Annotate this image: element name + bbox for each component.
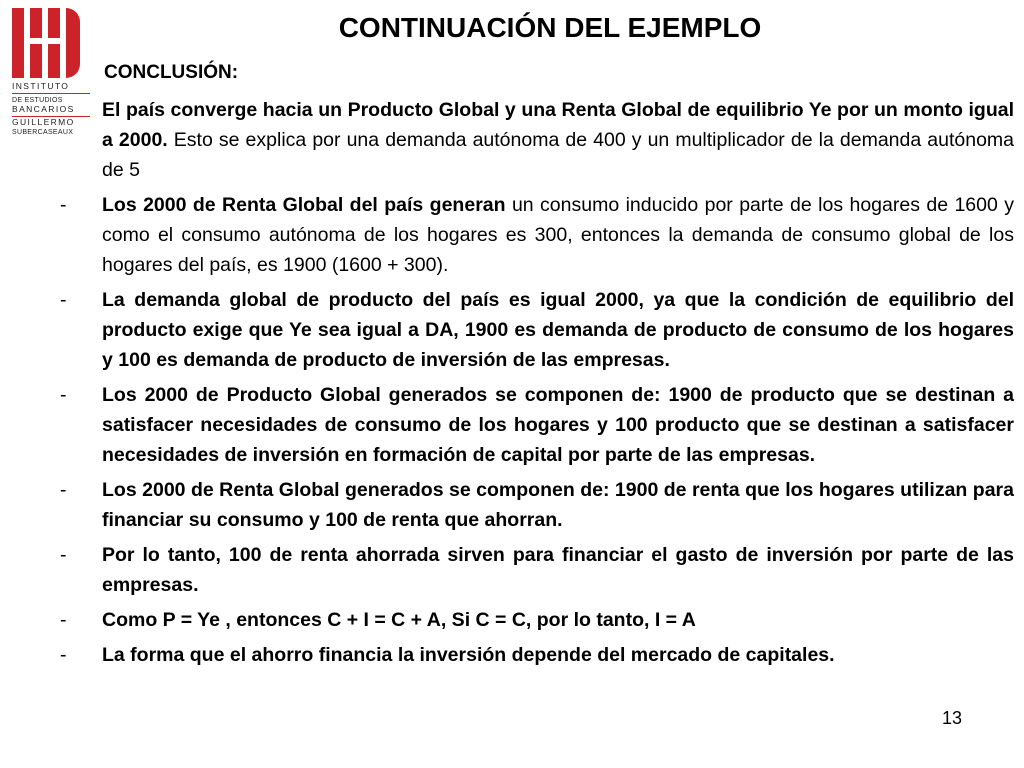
logo-line-3: BANCARIOS <box>12 104 75 114</box>
item-bold-text: Los 2000 de Renta Global del país generan <box>102 194 506 216</box>
logo-line-5: SUBERCASEAUX <box>12 129 74 136</box>
list-item <box>60 540 1014 600</box>
item-rest-text: un consumo inducido por parte de los hogares de 1600 y como el consumo autónoma de los hogares es 300, entonces la demanda de consumo global de los hogares del país, es 1900 (1600 + 300). <box>102 194 1014 276</box>
item-bold-text: Los 2000 de Renta Global generados se componen de: 1900 de renta que los hogares utilizan para financiar su consumo y 100 de renta que ahorran. <box>102 479 1014 531</box>
list-item <box>60 475 1014 535</box>
item-bold-text: El país converge hacia un Producto Global y una Renta Global de equilibrio Ye por un monto igual a 2000. <box>102 99 1014 151</box>
logo-line-1: INSTITUTO <box>12 81 70 91</box>
slide-subtitle: CONCLUSIÓN: <box>104 62 239 83</box>
conclusion-list <box>60 95 1014 675</box>
item-bold-text: La forma que el ahorro financia la inversión depende del mercado de capitales. <box>102 644 835 666</box>
list-dash: - <box>60 289 67 311</box>
item-bold-text: Por lo tanto, 100 de renta ahorrada sirven para financiar el gasto de inversión por parte de las empresas. <box>102 544 1014 596</box>
list-item <box>60 640 1014 670</box>
list-item <box>60 605 1014 635</box>
slide-title: CONTINUACIÓN DEL EJEMPLO <box>338 12 762 43</box>
list-dash: - <box>60 384 67 406</box>
list-dash: - <box>60 479 67 501</box>
item-bold-text: La demanda global de producto del país es igual 2000, ya que la condición de equilibrio del producto exige que Ye sea igual a DA, 1900 es demanda de producto de consumo de los hogares y 100 es demanda de producto de inversión de las empresas. <box>102 289 1014 371</box>
item-bold-text: Como P = Ye , entonces C + I = C + A, Si C = C, por lo tanto, I = A <box>102 609 696 631</box>
list-item <box>60 95 1014 185</box>
list-dash: - <box>60 644 67 666</box>
list-dash: - <box>60 194 67 216</box>
logo-line-2: DE ESTUDIOS <box>12 96 63 104</box>
page-number: 13 <box>942 708 963 728</box>
list-dash: - <box>60 544 67 566</box>
list-item <box>60 380 1014 470</box>
logo-line-4: GUILLERMO <box>12 116 75 127</box>
list-dash: - <box>60 609 67 631</box>
list-item <box>60 285 1014 375</box>
list-item <box>60 190 1014 280</box>
item-bold-text: Los 2000 de Producto Global generados se componen de: 1900 de producto que se destinan a satisfacer necesidades de consumo de los hogares y 100 producto que se destinan a satisfacer necesidades de inversión en formación de capital por parte de las empresas. <box>102 384 1014 466</box>
list-dash <box>60 95 102 185</box>
item-rest-text: Esto se explica por una demanda autónoma de 400 y un multiplicador de la demanda autónoma de 5 <box>102 129 1014 181</box>
